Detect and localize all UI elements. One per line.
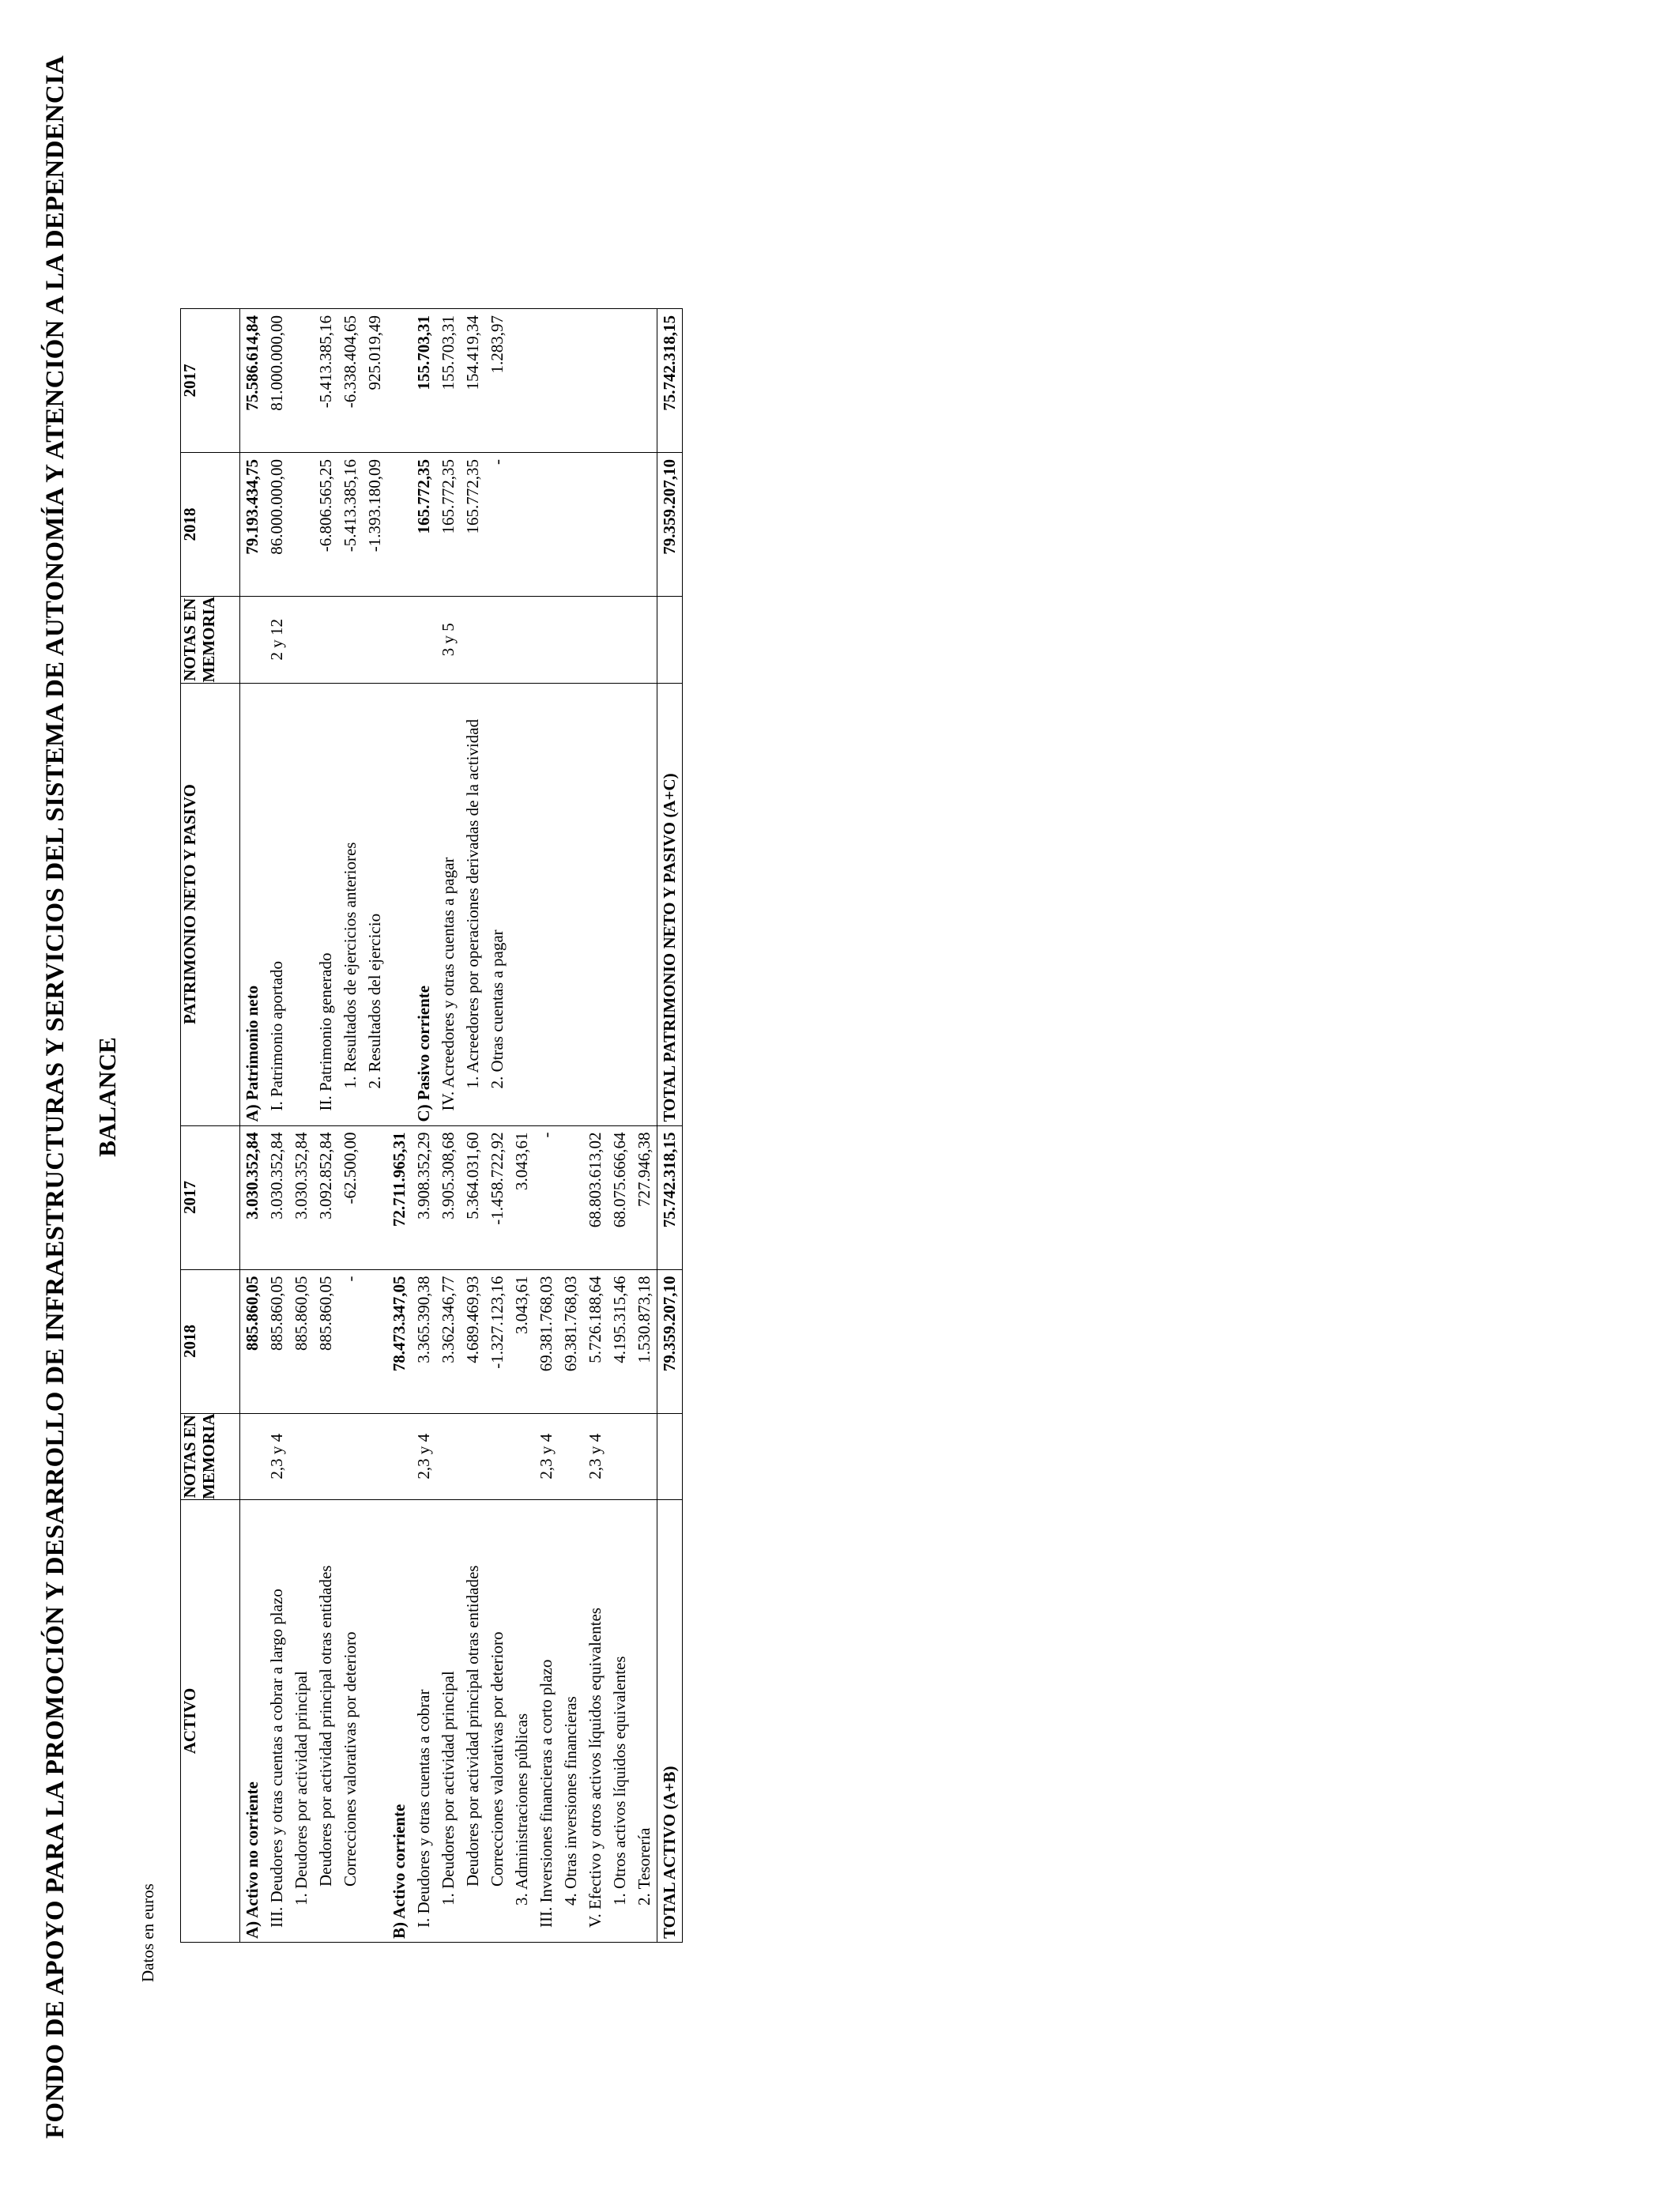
table-row [559,309,583,1943]
table-row [436,309,461,1943]
pasivo-concept [608,684,632,1125]
table-row [265,309,289,1943]
activo-value-2017: 68.075.666,64 [610,1132,629,1228]
table-row [412,309,436,1943]
pasivo-concept [534,684,559,1125]
activo-concept: 1. Otros activos líquidos equivalentes [610,1656,629,1906]
pasivo-notas [608,597,632,682]
header-pasivo-2017: 2017 [181,309,240,453]
activo-value-2018: 5.726.188,64 [586,1276,605,1363]
pasivo-notas [632,597,657,682]
table-row [387,309,412,1943]
units-note: Datos en euros [138,1883,157,1982]
pasivo-concept: 1. Acreedores por operaciones derivadas de la actividad [463,718,482,1089]
activo-concept: Correcciones valorativas por deterioro [488,1631,507,1887]
activo-value-2017: 72.711.965,31 [390,1132,409,1227]
activo-value-2018: 78.473.347,05 [390,1276,409,1372]
header-notas-pasivo: NOTAS EN MEMORIA [181,597,240,683]
pasivo-value-2018 [387,453,412,596]
pasivo-concept: IV. Acreedores y otras cuentas a pagar [439,857,458,1111]
total-activo-2017: 75.742.318,15 [660,1132,679,1228]
table-row [338,309,363,1943]
pasivo-value-2017: 75.586.614,84 [243,315,262,411]
statement-subtitle: BALANCE [93,1037,121,1157]
activo-concept: 4. Otras inversiones financieras [561,1696,580,1906]
activo-value-2018: 4.689.469,93 [463,1276,482,1363]
activo-concept: B) Activo corriente [390,1804,409,1939]
activo-concept [363,1500,387,1942]
balance-table [180,308,683,1943]
activo-value-2017: 3.905.308,68 [439,1132,458,1220]
activo-value-2017: 727.946,38 [635,1132,654,1208]
header-pasivo-2018: 2018 [181,453,240,597]
activo-value-2018: 885.860,05 [243,1276,262,1351]
pasivo-value-2017 [289,309,314,452]
activo-value-2018: 885.860,05 [316,1276,335,1351]
activo-notas [461,1414,485,1499]
total-pasivo-2017: 75.742.318,15 [660,315,679,411]
table-header [181,309,240,1943]
pasivo-value-2017 [387,309,412,452]
pasivo-notas [412,597,436,682]
pasivo-notas [314,597,338,682]
pasivo-concept [510,684,534,1125]
activo-concept: III. Inversiones financieras a corto plazo [537,1659,556,1928]
pasivo-value-2018 [534,453,559,596]
activo-notas [314,1414,338,1499]
pasivo-notas [485,597,510,682]
activo-value-2018 [363,1270,387,1413]
header-notas-activo: NOTAS EN MEMORIA [181,1413,240,1499]
table-row [240,309,266,1943]
pasivo-concept [289,684,314,1125]
pasivo-value-2018: 86.000.000,00 [267,459,286,555]
header-activo-2018: 2018 [181,1269,240,1413]
activo-value-2018: 3.365.390,38 [414,1276,433,1363]
activo-value-2017: 3.030.352,84 [267,1132,286,1220]
header-pasivo: PATRIMONIO NETO Y PASIVO [181,683,240,1125]
activo-value-2017: 3.030.352,84 [292,1132,311,1220]
pasivo-concept: 2. Resultados del ejercicio [365,913,384,1089]
activo-value-2017: -62.500,00 [341,1132,360,1204]
pasivo-notas [559,597,583,682]
activo-value-2017: -1.458.722,92 [488,1132,507,1225]
activo-value-2018: 4.195.315,46 [610,1276,629,1363]
header-activo: ACTIVO [181,1500,240,1943]
pasivo-value-2018: -5.413.385,16 [341,459,360,552]
pasivo-value-2018: -6.806.565,25 [316,459,335,552]
activo-value-2017: 68.803.613,02 [586,1132,605,1228]
activo-concept: V. Efectivo y otros activos líquidos equivalentes [586,1608,605,1928]
pasivo-value-2018 [608,453,632,596]
pasivo-concept: A) Patrimonio neto [243,985,262,1122]
activo-value-2018: 885.860,05 [292,1276,311,1351]
activo-concept: 1. Deudores por actividad principal [292,1671,311,1906]
activo-value-2017: 3.043,61 [512,1132,531,1191]
pasivo-notas [534,597,559,682]
activo-value-2018: - [341,1276,360,1282]
pasivo-notas: 3 y 5 [439,623,458,657]
table-row [289,309,314,1943]
pasivo-value-2018: 79.193.434,75 [243,459,262,555]
activo-concept: Deudores por actividad principal otras entidades [463,1565,482,1887]
table-row-total [657,309,683,1943]
activo-value-2018: -1.327.123,16 [488,1276,507,1369]
activo-value-2018: 3.362.346,77 [439,1276,458,1363]
activo-value-2017: - [537,1132,556,1138]
pasivo-value-2017 [510,309,534,452]
activo-notas: 2,3 y 4 [414,1433,433,1480]
pasivo-value-2018: 165.772,35 [439,459,458,534]
table-totals [657,309,683,1943]
table-row [485,309,510,1943]
activo-value-2017 [559,1126,583,1269]
pasivo-value-2018 [559,453,583,596]
pasivo-value-2018 [632,453,657,596]
activo-notas [485,1414,510,1499]
pasivo-value-2018: 165.772,35 [463,459,482,534]
pasivo-notas [461,597,485,682]
pasivo-value-2017 [583,309,608,452]
activo-value-2017: 3.092.852,84 [316,1132,335,1220]
pasivo-value-2018 [583,453,608,596]
activo-value-2018: 1.530.873,18 [635,1276,654,1363]
table-row [461,309,485,1943]
activo-concept: Deudores por actividad principal otras entidades [316,1565,335,1887]
pasivo-value-2017: 155.703,31 [414,315,433,390]
pasivo-value-2017: 155.703,31 [439,315,458,390]
activo-value-2018: 69.381.768,03 [537,1276,556,1372]
pasivo-concept: 1. Resultados de ejercicios anteriores [341,842,360,1089]
activo-concept: 2. Tesorería [635,1827,654,1906]
activo-value-2017: 3.030.352,84 [243,1132,262,1220]
activo-value-2018: 885.860,05 [267,1276,286,1351]
activo-concept: 1. Deudores por actividad principal [439,1671,458,1906]
table-row [534,309,559,1943]
pasivo-value-2017: 154.419,34 [463,315,482,390]
pasivo-value-2018: -1.393.180,09 [365,459,384,552]
table-row [583,309,608,1943]
pasivo-concept [632,684,657,1125]
pasivo-value-2017 [608,309,632,452]
activo-value-2017: 5.364.031,60 [463,1132,482,1220]
activo-concept: A) Activo no corriente [243,1781,262,1939]
activo-notas [510,1414,534,1499]
total-activo-2018: 79.359.207,10 [660,1276,679,1372]
pasivo-notas [289,597,314,682]
pasivo-notas: 2 y 12 [267,619,286,661]
table-row [363,309,387,1943]
pasivo-notas [510,597,534,682]
page-title: FONDO DE APOYO PARA LA PROMOCIÓN Y DESARROLLO DE INFRAESTRUCTURAS Y SERVICIOS DEL SISTEMA DE AUTONOMÍA Y ATENCIÓN A LA DEPENDENCIA [41,55,70,2139]
pasivo-value-2018 [289,453,314,596]
pasivo-value-2017: 81.000.000,00 [267,315,286,411]
activo-notas [338,1414,363,1499]
table-row [510,309,534,1943]
pasivo-value-2017: -6.338.404,65 [341,315,360,409]
pasivo-concept [559,684,583,1125]
pasivo-notas [583,597,608,682]
pasivo-notas [363,597,387,682]
pasivo-value-2017: -5.413.385,16 [316,315,335,409]
pasivo-value-2018: - [488,459,507,466]
pasivo-value-2017 [632,309,657,452]
pasivo-concept: 2. Otras cuentas a pagar [488,929,507,1089]
header-activo-2017: 2017 [181,1125,240,1269]
activo-notas: 2,3 y 4 [586,1433,605,1480]
pasivo-value-2018 [510,453,534,596]
activo-notas [559,1414,583,1499]
activo-notas [289,1414,314,1499]
pasivo-value-2017: 925.019,49 [365,315,384,390]
activo-notas [363,1414,387,1499]
activo-notas [387,1414,412,1499]
pasivo-value-2017: 1.283,97 [488,315,507,374]
pasivo-notas [387,597,412,682]
activo-notas [240,1414,265,1499]
activo-notas: 2,3 y 4 [267,1433,286,1480]
activo-notas: 2,3 y 4 [537,1433,556,1480]
activo-value-2018: 3.043,61 [512,1276,531,1335]
activo-notas [608,1414,632,1499]
total-activo-label: TOTAL ACTIVO (A+B) [660,1766,679,1939]
activo-concept: I. Deudores y otras cuentas a cobrar [414,1689,433,1928]
pasivo-value-2017 [534,309,559,452]
pasivo-notas [240,597,265,682]
activo-value-2018: 69.381.768,03 [561,1276,580,1372]
pasivo-concept: II. Patrimonio generado [316,952,335,1111]
pasivo-notas [338,597,363,682]
total-pasivo-notas [657,597,682,682]
total-pasivo-label: TOTAL PATRIMONIO NETO Y PASIVO (A+C) [660,773,679,1122]
activo-notas [632,1414,657,1499]
activo-value-2017 [363,1126,387,1269]
activo-concept: III. Deudores y otras cuentas a cobrar a largo plazo [267,1589,286,1928]
activo-value-2017: 3.908.352,29 [414,1132,433,1220]
total-activo-notas [657,1414,682,1499]
pasivo-concept: C) Pasivo corriente [414,985,433,1122]
activo-concept: 3. Administraciones públicas [512,1713,531,1906]
table-row [314,309,338,1943]
activo-notas [436,1414,461,1499]
pasivo-concept: I. Patrimonio aportado [267,960,286,1111]
pasivo-concept [387,684,412,1125]
table-row [632,309,657,1943]
activo-concept: Correcciones valorativas por deterioro [341,1631,360,1887]
pasivo-value-2017 [559,309,583,452]
table-body [240,309,657,1943]
pasivo-value-2018: 165.772,35 [414,459,433,534]
pasivo-concept [583,684,608,1125]
table-row [608,309,632,1943]
total-pasivo-2018: 79.359.207,10 [660,459,679,555]
